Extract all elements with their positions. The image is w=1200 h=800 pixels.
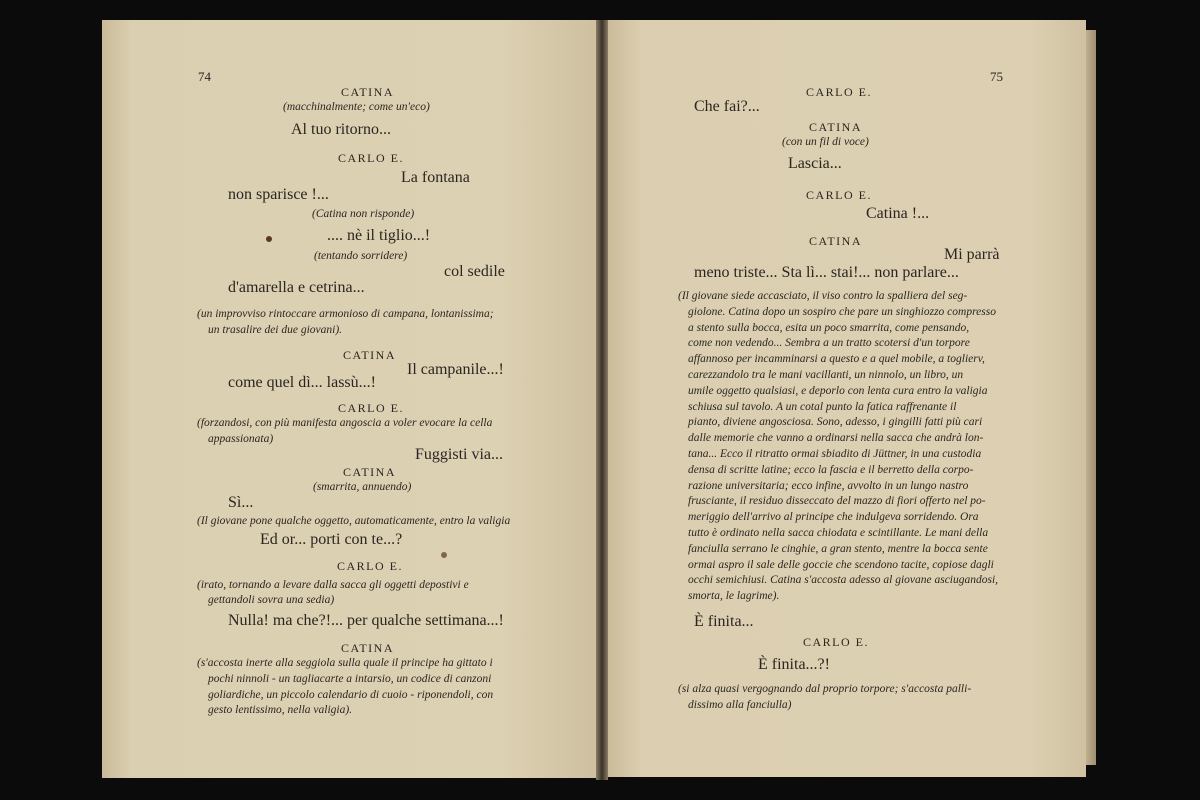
verse-line: Lascia... [788, 155, 842, 172]
stage-direction: (Catina non risponde) [312, 208, 415, 220]
stage-direction: (con un fil di voce) [782, 136, 869, 148]
ink-stain [441, 552, 447, 558]
verse-line: Catina !... [866, 205, 930, 222]
speaker-name: CATINA [809, 120, 862, 134]
verse-line: .... nè il tiglio...! [327, 227, 431, 244]
verse-line: Al tuo ritorno... [291, 121, 391, 138]
verse-line: Sì... [228, 494, 254, 511]
stage-direction: gettandoli sovra una sedia) [208, 594, 335, 606]
verse-line: Ed or... porti con te...? [260, 531, 403, 548]
paragraph-line: tana... Ecco il ritratto ormai sbiadito di Jüttner, in una custodia [688, 447, 982, 460]
paragraph-line: dalle memorie che vanno a ordinarsi nella sacca che andrà lon- [688, 432, 984, 445]
paragraph-line: carezzandolo tra le mani vacillanti, un ninnolo, un libro, un [688, 368, 964, 381]
verse-line: Mi parrà [944, 246, 1000, 263]
stage-direction: gesto lentissimo, nella valigia). [208, 704, 353, 716]
stage-direction: (s'accosta inerte alla seggiola sulla quale il principe ha gittato i [197, 657, 493, 669]
page-number-right: 75 [990, 69, 1003, 84]
verse-line: È finita...?! [758, 656, 830, 673]
stage-direction-paragraph [678, 289, 998, 605]
verse-line: Che fai?... [694, 98, 760, 115]
verse-line: Fuggisti via... [415, 446, 504, 463]
stage-direction: (smarrita, annuendo) [313, 481, 412, 493]
speaker-name: CARLO E. [338, 151, 404, 165]
stage-direction: dissimo alla fanciulla) [688, 699, 792, 711]
verse-line: come quel dì... lassù...! [228, 374, 376, 391]
paragraph-line: occhi semichiusi. Catina s'accosta adesso al giovane asciugandosi, [688, 574, 999, 587]
book-gutter [596, 20, 608, 780]
stage-direction: (si alza quasi vergognando dal proprio torpore; s'accosta palli- [678, 683, 972, 695]
verse-line: meno triste... Sta lì... stai!... non parlare... [694, 264, 959, 281]
stage-direction: (irato, tornando a levare dalla sacca gli oggetti depostivi e [197, 579, 469, 591]
paragraph-line: ormai aspro il sale delle goccie che scendono tacite, copiose dagli [688, 558, 994, 571]
paragraph-line: (Il giovane siede accasciato, il viso contro la spalliera del seg- [678, 290, 968, 302]
paragraph-line: pianto, diviene angosciosa. Sono, adesso, i gingilli fatti più cari [688, 416, 983, 429]
verse-line: È finita... [694, 613, 754, 630]
stage-direction: (Il giovane pone qualche oggetto, automaticamente, entro la valigia [197, 515, 511, 527]
speaker-name: CATINA [341, 85, 394, 99]
speaker-name: CARLO E. [803, 635, 869, 649]
paragraph-line: affannoso per incamminarsi a questo e a quel mobile, a toglierv, [688, 353, 985, 366]
ink-stain [266, 236, 272, 242]
paragraph-line: smorta, le lagrime). [688, 590, 780, 603]
stage-direction: goliardiche, un piccolo calendario di cuoio - riponendoli, con [208, 689, 494, 701]
paragraph-line: razione universitaria; ecco infine, avvolto in un lungo nastro [688, 479, 969, 492]
stage-direction: pochi ninnoli - un tagliacarte a intarsio, un codice di canzoni [208, 673, 492, 685]
speaker-name: CARLO E. [337, 559, 403, 573]
speaker-name: CATINA [343, 348, 396, 362]
paragraph-line: come non vedendo... Sembra a un tratto scotersi d'un torpore [688, 337, 970, 350]
paragraph-line: fanciulla serrano le cinghie, a gran stento, mentre la bocca sente [688, 542, 988, 555]
paragraph-line: a stento sulla bocca, esita un poco smarrita, come pensando, [688, 321, 970, 334]
paragraph-line: schiusa sul tavolo. A un cotal punto la fatica raffrenante il [688, 400, 957, 413]
speaker-name: CARLO E. [806, 188, 872, 202]
paragraph-line: tutto è ordinato nella sacca chiodata e scintillante. Le mani della [688, 526, 989, 539]
stage-direction: (un improvviso rintoccare armonioso di campana, lontanissima; [197, 308, 494, 320]
verse-line: Il campanile...! [407, 361, 504, 378]
page-edges [1086, 30, 1096, 765]
speaker-name: CATINA [809, 234, 862, 248]
speaker-name: CARLO E. [338, 401, 404, 415]
verse-line: Nulla! ma che?!... per qualche settimana...! [228, 612, 504, 629]
paragraph-line: frusciante, il residuo disseccato del mazzo di fiori offerto nel po- [688, 495, 986, 508]
stage-direction: (tentando sorridere) [314, 250, 408, 262]
speaker-name: CATINA [341, 641, 394, 655]
speaker-name: CATINA [343, 465, 396, 479]
page-number-left: 74 [198, 69, 211, 84]
verse-line: La fontana [401, 169, 470, 186]
verse-line: non sparisce !... [228, 186, 329, 203]
paragraph-line: meriggio dell'arrivo al principe che indulgeva sorridendo. Ora [688, 511, 979, 524]
paragraph-line: umile oggetto qualsiasi, e deporlo con lenta cura entro la valigia [688, 384, 988, 397]
speaker-name: CARLO E. [806, 85, 872, 99]
verse-line: d'amarella e cetrina... [228, 279, 365, 296]
paragraph-line: giolone. Catina dopo un sospiro che pare un singhiozzo compresso [688, 305, 996, 318]
stage-direction: (forzandosi, con più manifesta angoscia a voler evocare la cella [197, 417, 493, 429]
stage-direction: appassionata) [208, 433, 274, 445]
verse-line: col sedile [444, 263, 505, 280]
stage-direction: un trasalire dei due giovani). [208, 324, 343, 336]
paragraph-line: densa di scritte latine; ecco la fascia e il berretto della corpo- [688, 463, 974, 476]
stage-direction: (macchinalmente; come un'eco) [283, 101, 430, 113]
